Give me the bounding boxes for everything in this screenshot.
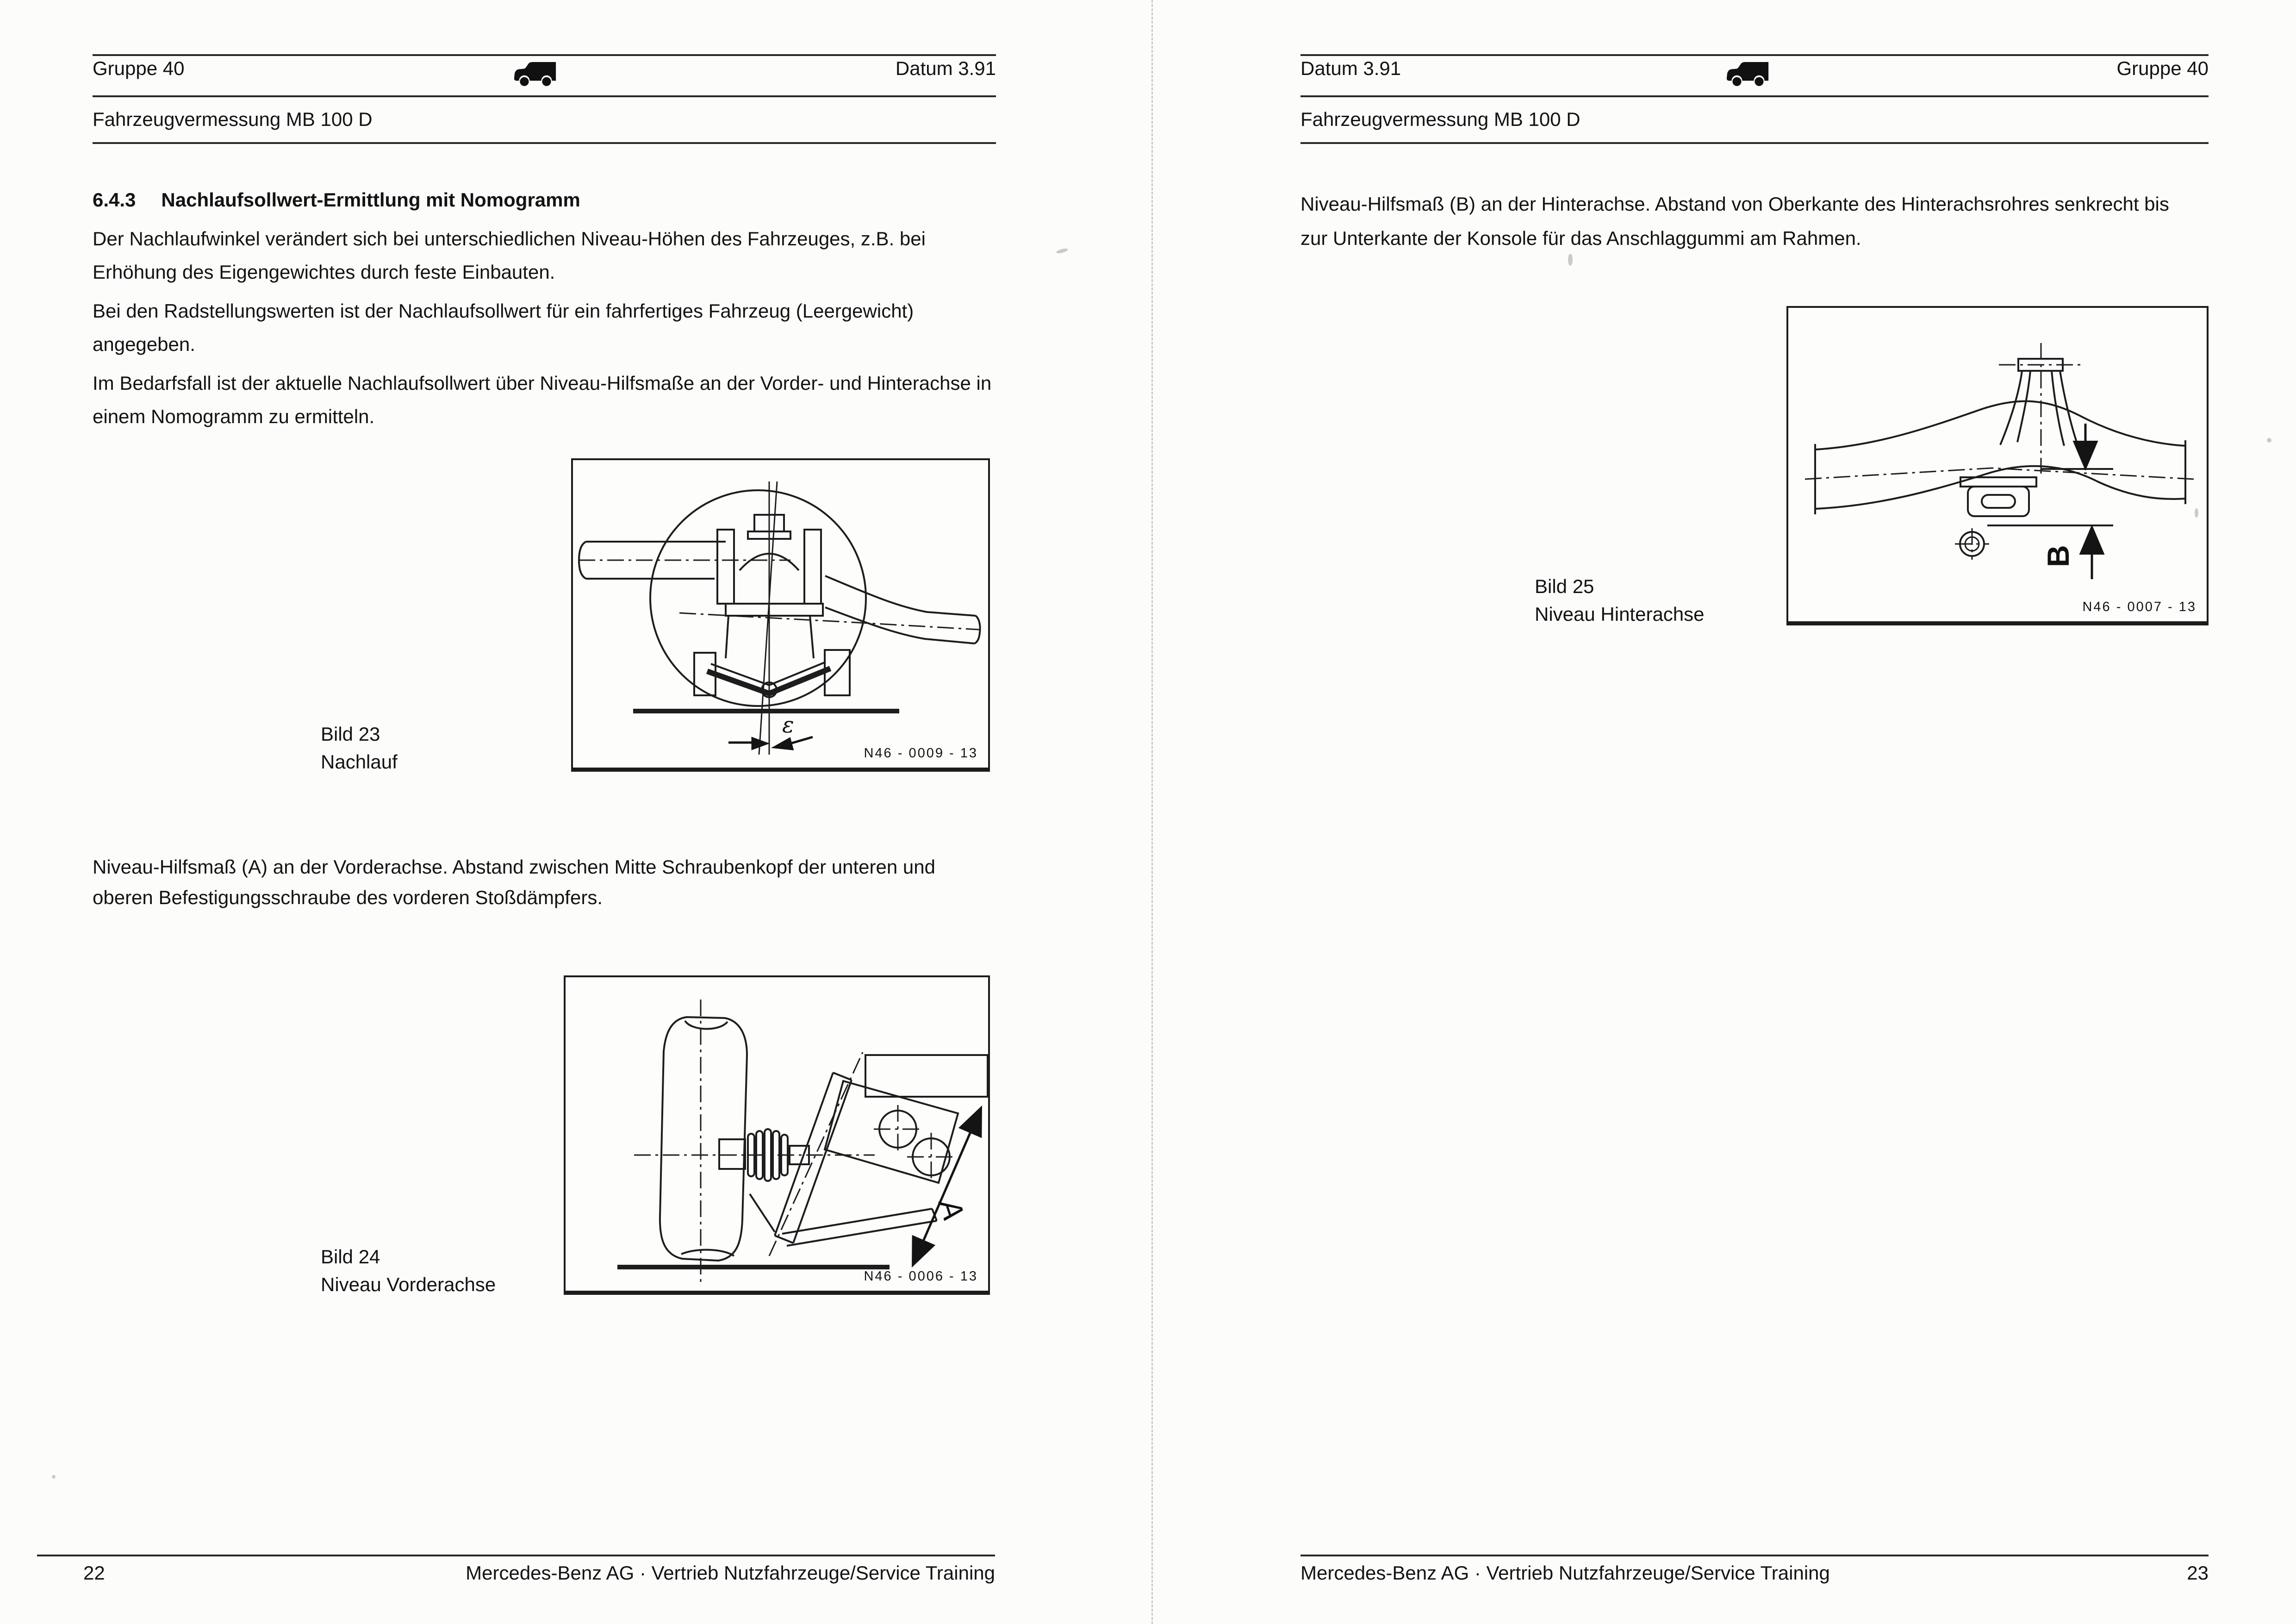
- center-lines: [1805, 343, 2194, 560]
- page-subtitle: Fahrzeugvermessung MB 100 D: [93, 108, 373, 130]
- rear-axle-drawing: [1815, 359, 2185, 556]
- section-number: 6.4.3: [93, 189, 136, 211]
- dimension-arrows-b: [2085, 424, 2092, 579]
- note-line: oberen Befestigungsschraube des vorderen Stoßdämpfers.: [93, 887, 603, 908]
- note-measure-b: [1300, 187, 2254, 256]
- header-rule-mid: [93, 95, 996, 97]
- scan-speck: [2267, 438, 2271, 443]
- note-line: zur Unterkante der Konsole für das Anschlaggummi am Rahmen.: [1300, 227, 1861, 249]
- dimension-label-b: B: [2041, 545, 2075, 567]
- paragraph-line: angegeben.: [93, 333, 195, 355]
- header-group-label: Gruppe 40: [2116, 57, 2209, 79]
- caster-angle-label: ε: [782, 712, 794, 738]
- caption-line: Bild 24: [321, 1246, 380, 1268]
- figure-code: N46 - 0009 - 13: [864, 746, 978, 761]
- header-group-label: Gruppe 40: [93, 57, 185, 79]
- note-line: Niveau-Hilfsmaß (B) an der Hinterachse. Abstand von Oberkante des Hinterachsrohres senkrecht bis: [1300, 193, 2169, 215]
- paragraph-line: Der Nachlaufwinkel verändert sich bei unterschiedlichen Niveau-Höhen des Fahrzeuges, z.B. bei: [93, 228, 926, 250]
- note-measure-a: [93, 852, 935, 913]
- wheel-and-axle-drawing: [579, 490, 980, 711]
- body-text: [93, 183, 1092, 433]
- header-date-label: Datum 3.91: [1300, 57, 1401, 79]
- paragraph: [93, 294, 1092, 361]
- page-fold-line: [1151, 0, 1153, 1624]
- page-number: 22: [83, 1562, 105, 1584]
- scan-speck: [1568, 254, 1573, 266]
- section-heading: [93, 183, 1092, 217]
- caption-line: Niveau Hinterachse: [1535, 603, 1705, 625]
- dimension-arrow-a: [914, 1110, 980, 1263]
- truck-icon: [513, 59, 557, 87]
- caption-line: Nachlauf: [321, 751, 398, 773]
- footer-rule: [37, 1555, 995, 1556]
- page-footer: [83, 1562, 995, 1584]
- paragraph-line: Im Bedarfsfall ist der aktuelle Nachlaufsollwert über Niveau-Hilfsmaße an der Vorder- und Hinterachse in: [93, 372, 992, 394]
- footer-rule: [1300, 1555, 2209, 1556]
- section-title: Nachlaufsollwert-Ermittlung mit Nomogramm: [161, 189, 580, 211]
- figure-caption: [321, 720, 398, 776]
- page-footer: [1300, 1562, 2209, 1584]
- caption-line: Bild 25: [1535, 575, 1594, 597]
- figure-rear-axle-level: [1786, 306, 2209, 625]
- paragraph: [93, 222, 1092, 289]
- center-lines: [579, 560, 979, 630]
- footer-imprint: Mercedes-Benz AG · Vertrieb Nutzfahrzeuge/Service Training: [1300, 1562, 1830, 1584]
- scan-speck: [2195, 508, 2198, 518]
- note-line: Niveau-Hilfsmaß (A) an der Vorderachse. Abstand zwischen Mitte Schraubenkopf der unteren und: [93, 856, 935, 878]
- caption-line: Niveau Vorderachse: [321, 1274, 496, 1295]
- paragraph-line: Bei den Radstellungswerten ist der Nachlaufsollwert für ein fahrfertiges Fahrzeug (Leergewicht): [93, 300, 914, 322]
- header-rule-mid: [1300, 95, 2209, 97]
- header-rule-top: [1300, 54, 2209, 56]
- figure-caption: [321, 1243, 496, 1299]
- header-rule-bottom: [1300, 142, 2209, 144]
- footer-imprint: Mercedes-Benz AG · Vertrieb Nutzfahrzeuge/Service Training: [466, 1562, 995, 1584]
- dimension-label-a: A: [932, 1194, 971, 1225]
- figure-code: N46 - 0006 - 13: [864, 1269, 978, 1284]
- figure-code: N46 - 0007 - 13: [2082, 600, 2196, 614]
- header-rule-top: [93, 54, 996, 56]
- paragraph: [93, 367, 1092, 433]
- page-subtitle: Fahrzeugvermessung MB 100 D: [1300, 108, 1580, 130]
- caption-line: Bild 23: [321, 723, 380, 745]
- figure-caption: [1535, 573, 1705, 628]
- scan-speck: [52, 1475, 56, 1479]
- truck-icon: [1725, 59, 1770, 87]
- paragraph-line: Erhöhung des Eigengewichtes durch feste Einbauten.: [93, 261, 555, 283]
- figure-front-axle-level: [564, 975, 990, 1295]
- paragraph-line: einem Nomogramm zu ermitteln.: [93, 406, 375, 427]
- figure-caster-diagram: [571, 458, 990, 772]
- page-number: 23: [2187, 1562, 2209, 1584]
- front-suspension-drawing: [617, 1017, 988, 1267]
- angle-arrows: [728, 737, 813, 749]
- header-date-label: Datum 3.91: [895, 57, 996, 79]
- header-rule-bottom: [93, 142, 996, 144]
